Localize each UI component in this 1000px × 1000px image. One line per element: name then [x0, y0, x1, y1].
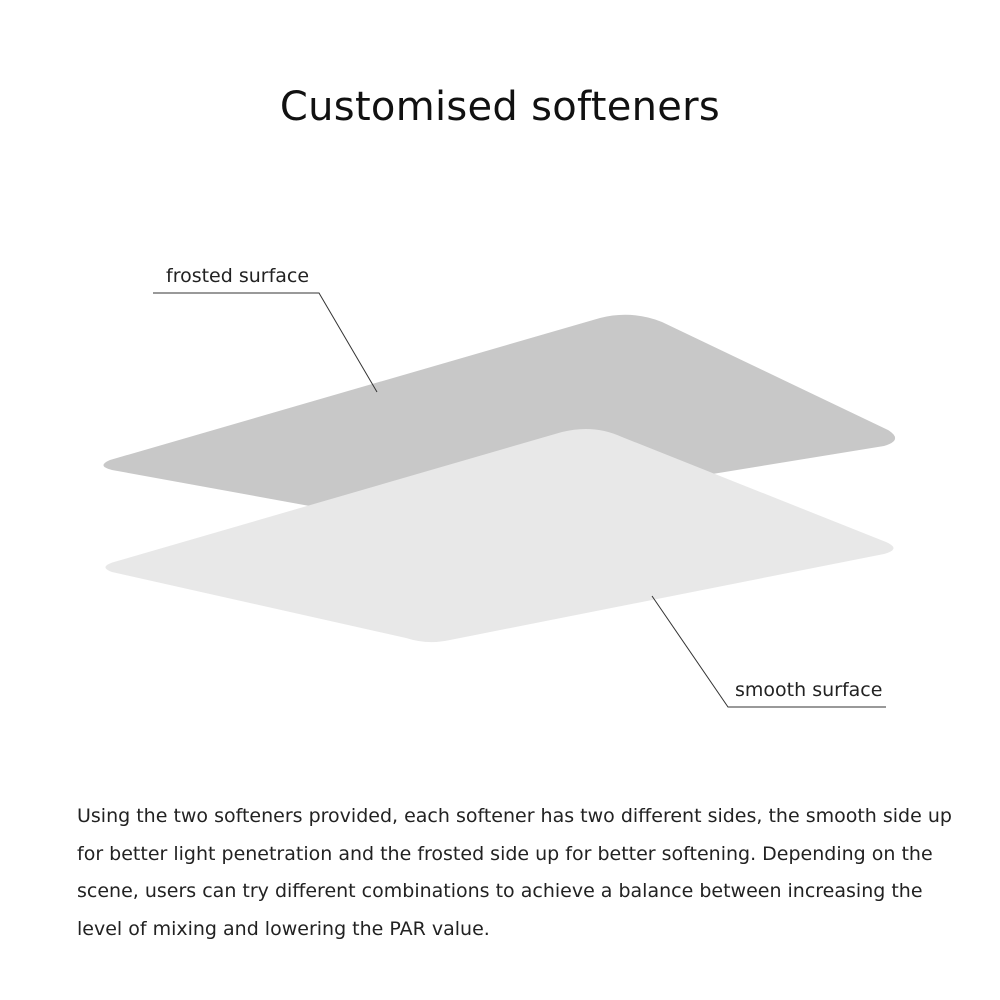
description-text: Using the two softeners provided, each softener has two different sides, the smooth side up for better light penetration and the frosted side up for better softening. Depending on the scene, users can try different combinations to achieve a balance between increasing the level of mixing and lowering the PAR value. [77, 805, 952, 940]
frosted-surface-label: frosted surface [166, 265, 310, 287]
frosted-leader-line [153, 293, 377, 392]
smooth-surface-label: smooth surface [735, 679, 883, 701]
page-title: Customised softeners [279, 84, 721, 130]
